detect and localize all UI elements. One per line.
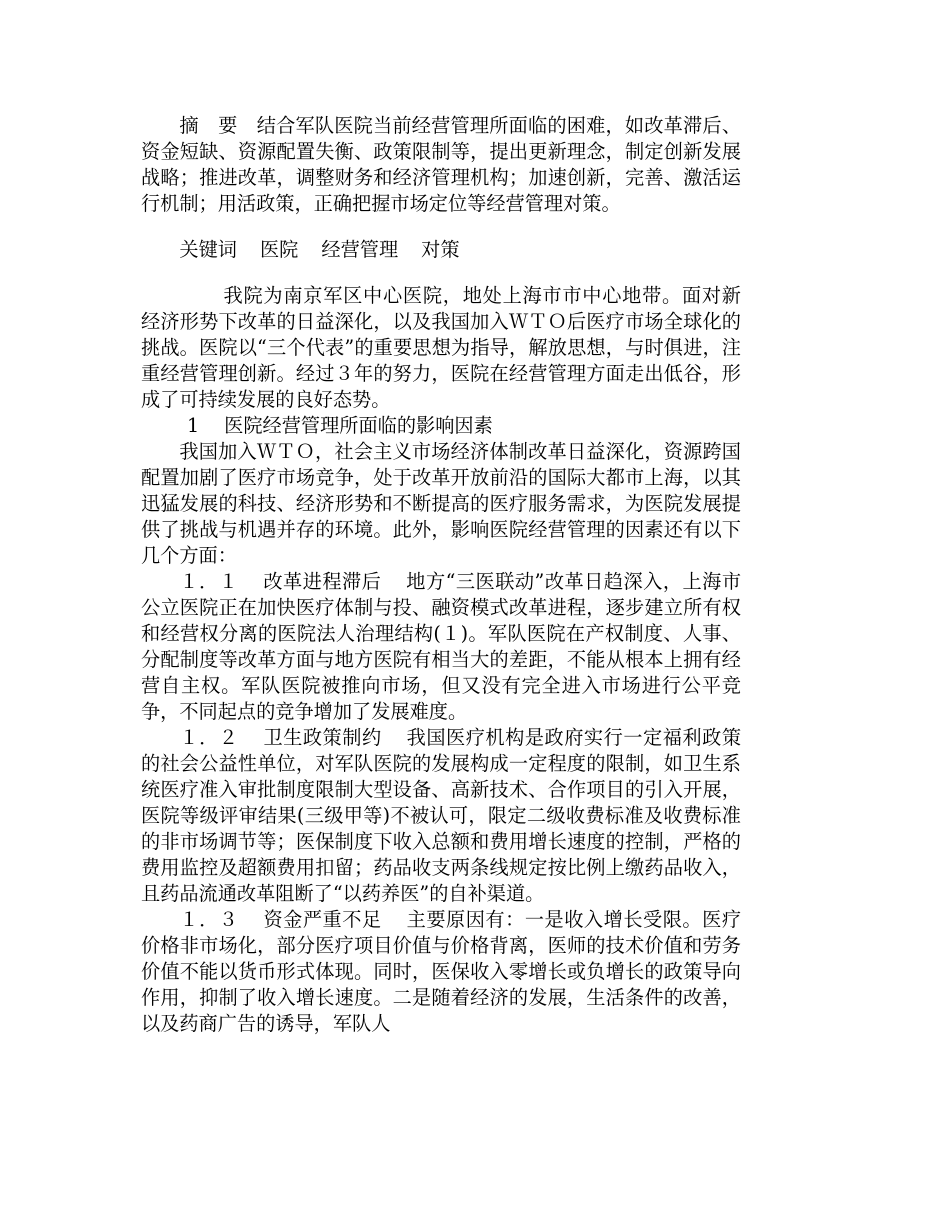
abstract-label: 摘 要 [179,114,238,137]
subsection-paragraph [141,725,741,907]
subsection-number: １．３ [179,908,239,931]
intro-paragraph: 我院为南京军区中心医院，地处上海市市中心地带。面对新经济形势下改革的日益深化，以及我国加入ＷＴＯ后医疗市场全球化的挑战。医院以“三个代表”的重要思想为指导，解放思想，与时俱进，注重经营管理创新。经过３年的努力，医院在经营管理方面走出低谷，形成了可持续发展的良好态势。 [141,284,741,411]
subsection-number: １．２ [179,726,239,749]
document-page [141,113,741,1037]
subsection-paragraph [141,569,741,725]
keyword-item: 医院 [259,238,299,261]
keywords-paragraph [141,237,741,263]
subsection-title: 卫生政策制约 [263,726,382,749]
keywords-label: 关键词 [179,238,237,261]
section-number: 1 [187,414,200,437]
subsection-number: １．１ [179,570,239,593]
subsection-title: 资金严重不足 [263,908,382,931]
subsection-body: 我国医疗机构是政府实行一定福利政策的社会公益性单位，对军队医院的发展构成一定程度的限制，如卫生系统医疗准入审批制度限制大型设备、高新技术、合作项目的引入开展，医院等级评审结果(三级甲等)不被认可，限定二级收费标准及收费标准的非市场调节等；医保制度下收入总额和费用增长速度的控制，严格的费用监控及超额费用扣留；药品收支两条线规定按比例上缴药品收入，且药品流通改革阻断了“以药养医”的自补渠道。 [141,726,742,905]
section-body: 我国加入ＷＴＯ，社会主义市场经济体制改革日益深化，资源跨国配置加剧了医疗市场竞争，处于改革开放前沿的国际大都市上海，以其迅猛发展的科技、经济形势和不断提高的医疗服务需求，为医院发展提供了挑战与机遇并存的环境。此外，影响医院经营管理的因素还有以下几个方面： [141,440,741,567]
subsection-body: 主要原因有：一是收入增长受限。医疗价格非市场化，部分医疗项目价值与价格背离，医师的技术价值和劳务价值不能以货币形式体现。同时，医保收入零增长或负增长的政策导向作用，抑制了收入增长速度。二是随着经济的发展，生活条件的改善，以及药商广告的诱导，军队人 [141,908,742,1035]
abstract-paragraph [141,113,741,217]
section-heading [141,413,741,439]
keyword-item: 经营管理 [321,238,399,261]
keyword-item: 对策 [421,238,460,261]
subsection-title: 改革进程滞后 [263,570,382,593]
subsection-paragraph [141,907,741,1037]
section-title: 医院经营管理所面临的影响因素 [224,414,493,437]
abstract-text: 结合军队医院当前经营管理所面临的困难，如改革滞后、资金短缺、资源配置失衡、政策限制等，提出更新理念，制定创新发展战略；推进改革，调整财务和经济管理机构；加速创新，完善、激活运行机制；用活政策，正确把握市场定位等经营管理对策。 [141,114,742,215]
subsection-body: 地方“三医联动”改革日趋深入，上海市公立医院正在加快医疗体制与投、融资模式改革进程，逐步建立所有权和经营权分离的医院法人治理结构(１)。军队医院在产权制度、人事、分配制度等改革方面与地方医院有相当大的差距，不能从根本上拥有经营自主权。军队医院被推向市场，但又没有完全进入市场进行公平竞争，不同起点的竞争增加了发展难度。 [141,570,742,723]
